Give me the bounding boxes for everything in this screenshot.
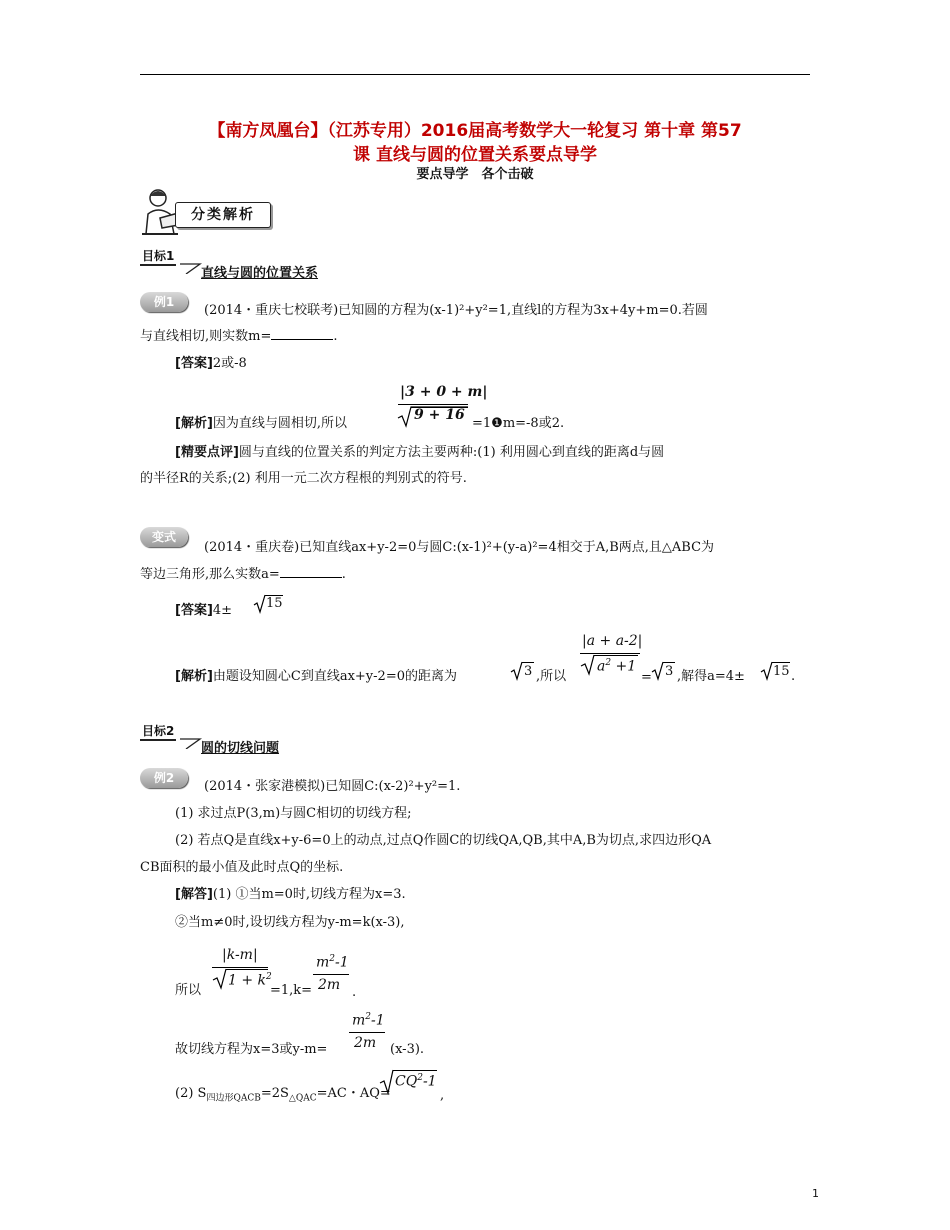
example1-analysis: [解析]因为直线与圆相切,所以: [175, 416, 348, 431]
sqrt-sign-icon: [652, 661, 664, 681]
variant-radicand-c: 15: [773, 664, 790, 679]
example2-q2-line2: CB面积的最小值及此时点Q的坐标.: [140, 860, 344, 875]
sqrt-bar: [393, 1070, 437, 1071]
example1-comment-line2: 的半径R的关系;(2) 利用一元二次方程根的判别式的符号.: [140, 471, 467, 486]
variant-analysis: [解析]由题设知圆心C到直线ax+y-2=0的距离为: [175, 669, 457, 684]
variant-answer-blank: [280, 565, 342, 578]
sol3-frac2-denominator: 2m: [318, 977, 341, 993]
variant-frac-denominator: $a^2 +1$: [597, 658, 637, 675]
sol3-end: .: [352, 985, 357, 1000]
example2-solution-2: ②当m≠0时,设切线方程为y-m=k(x-3),: [175, 915, 405, 930]
variant-line2: 等边三角形,那么实数a= .: [140, 567, 346, 582]
example2-q1: (1) 求过点P(3,m)与圆C相切的切线方程;: [175, 806, 412, 821]
variant-analysis-mid2: ,解得a=4±: [677, 669, 745, 684]
example1-line2: 与直线相切,则实数m= .: [140, 329, 338, 344]
sol3-prefix: 所以: [175, 983, 202, 998]
example1-frac-numerator: |3 + 0 + m|: [400, 384, 488, 400]
sqrt-sign-icon: [581, 654, 595, 676]
example2-tag: 例2: [140, 768, 188, 788]
header-rule: [140, 74, 810, 75]
example1-frac-line: [398, 404, 468, 405]
variant-equals: =: [641, 670, 652, 685]
target1-tag: 目标1: [140, 247, 176, 266]
sol3-frac2-line: [313, 974, 349, 975]
sol4-frac-numerator: $m^2-1$: [352, 1012, 385, 1029]
page-number: 1: [812, 1187, 819, 1200]
example1-analysis-result: =1❶m=-8或2.: [472, 416, 565, 431]
sqrt-sign-icon: [254, 594, 266, 614]
variant-analysis-end: .: [791, 669, 796, 684]
example2-solution-1: [解答](1) ①当m=0时,切线方程为x=3.: [175, 887, 406, 902]
target1-heading: 直线与圆的位置关系: [201, 266, 319, 281]
variant-radicand-b: 3: [665, 664, 674, 679]
example2-q2-line1: (2) 若点Q是直线x+y-6=0上的动点,过点Q作圆C的切线QA,QB,其中A,B为切点,求四边形QA: [175, 833, 712, 848]
sol3-mid: =1,k=: [270, 983, 313, 998]
sqrt-sign-icon: [380, 1069, 394, 1095]
target2-tag: 目标2: [140, 722, 176, 741]
document-title-line2: 课 直线与圆的位置关系要点导学: [353, 145, 597, 165]
sqrt-bar: [594, 655, 638, 656]
example1-frac-denominator: 9 + 16: [414, 407, 465, 423]
sqrt-sign-icon: [761, 661, 773, 681]
example1-tag: 例1: [140, 292, 188, 312]
document-title-line1: 【南方凤凰台】（江苏专用）2016届高考数学大一轮复习 第十章 第57: [208, 121, 742, 141]
sol3-frac2-numerator: $m^2-1$: [316, 954, 349, 971]
sol5-radicand: $CQ^2-1$: [395, 1073, 437, 1090]
example2-line1: (2014・张家港模拟)已知圆C:(x-2)²+y²=1.: [204, 779, 461, 794]
document-subtitle: 要点导学 各个击破: [416, 167, 534, 182]
variant-answer: [答案]4±: [175, 603, 233, 618]
example1-answer: [答案]2或-8: [175, 356, 247, 371]
example1-answer-blank: [271, 327, 333, 340]
variant-answer-radicand: 15: [266, 596, 283, 611]
sol5-text: (2) $S_{四边形QACB}=2S_{\triangle QAC}=AC$・AQ=: [175, 1086, 391, 1104]
sqrt-sign-icon: [511, 661, 523, 681]
sol4-end: (x-3).: [390, 1042, 425, 1057]
sol5-end: ,: [440, 1088, 445, 1103]
variant-radicand-a: 3: [524, 664, 533, 679]
example1-line1: (2014・重庆七校联考)已知圆的方程为(x-1)²+y²=1,直线l的方程为3x+4y+m=0.若圆: [204, 303, 708, 318]
variant-frac-numerator: |a + a-2|: [582, 633, 643, 649]
sol4-frac-denominator: 2m: [354, 1035, 377, 1051]
section-banner-classification: 分类解析: [175, 202, 271, 228]
sol3-frac1-numerator: |k-m|: [222, 947, 258, 963]
sqrt-bar: [226, 969, 268, 970]
variant-tag: 变式: [140, 527, 188, 547]
target2-heading: 圆的切线问题: [201, 741, 280, 756]
sqrt-sign-icon: [398, 406, 412, 428]
variant-line1: (2014・重庆卷)已知直线ax+y-2=0与圆C:(x-1)²+(y-a)²=4相交于A,B两点,且△ABC为: [204, 540, 715, 555]
sol3-frac1-denominator: $1 + k^2$: [228, 972, 272, 989]
sol4-prefix: 故切线方程为x=3或y-m=: [175, 1042, 328, 1057]
sol4-frac-line: [349, 1032, 385, 1033]
variant-analysis-mid: ,所以: [536, 669, 567, 684]
example1-comment-line1: [精要点评]圆与直线的位置关系的判定方法主要两种:(1) 利用圆心到直线的距离d与圆: [175, 445, 665, 460]
sqrt-sign-icon: [213, 968, 227, 990]
